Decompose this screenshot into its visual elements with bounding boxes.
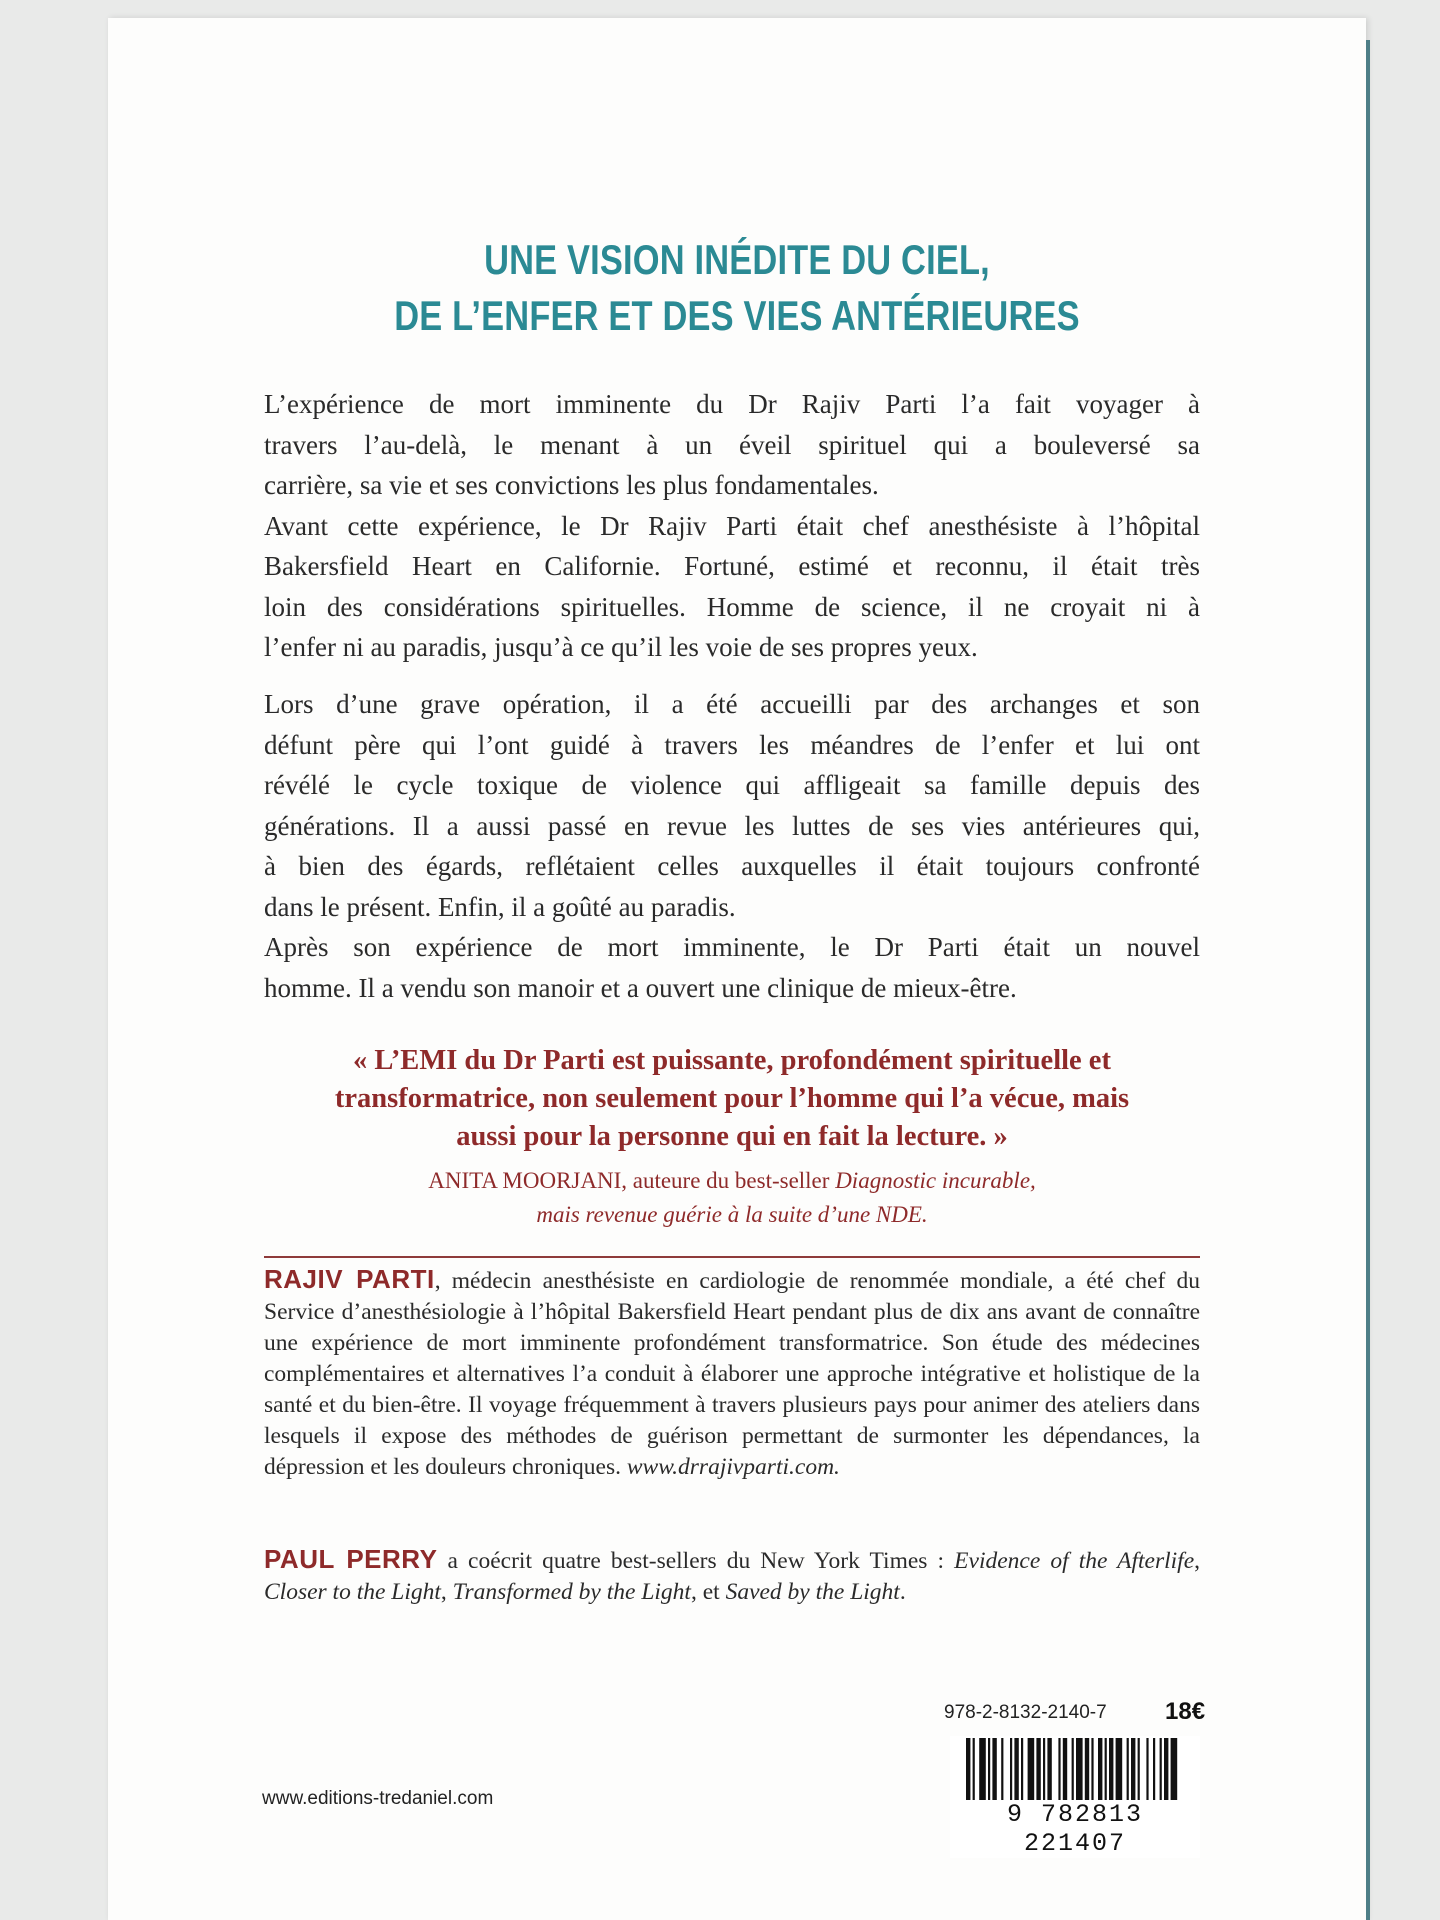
barcode-bar [1010,1738,1012,1802]
text-line: défunt père qui l’ont guidé à travers les méandres de l’enfer et lui ont [264,729,1200,760]
text-line: Bakersfield Heart en Californie. Fortuné, estimé et reconnu, il était très [264,551,1200,581]
cover-spine-edge [1366,40,1370,1920]
quote-text [264,1042,1200,1156]
publisher-website: www.editions-tredaniel.com [262,1788,494,1809]
author-bio-paul-perry [264,1544,1200,1608]
barcode-bar [1098,1738,1102,1802]
text-line: dans le présent. Enfin, il a goûté au paradis. [264,891,736,922]
barcode-bar [1028,1738,1035,1802]
author-name-paul-perry: PAUL PERRY [264,1544,438,1574]
barcode-bar [1171,1738,1178,1802]
separator: , [440,1579,453,1605]
author-bio-rajiv-parti [264,1264,1200,1483]
barcode-bar [1001,1738,1003,1802]
quote-attribution [264,1164,1200,1232]
barcode-bar [973,1738,975,1802]
author-website: www.drrajivparti.com. [626,1454,840,1480]
author-name-rajiv-parti: RAJIV PARTI [264,1264,435,1294]
barcode-bar [1153,1738,1155,1802]
barcode-bar [1021,1738,1023,1802]
barcode-bar [1146,1738,1148,1802]
headline-line-2: DE L’ENFER ET DES VIES ANTÉRIEURES [394,292,1080,339]
bio-text: a coécrit quatre best-sellers du New York Times : [437,1548,955,1574]
barcode-bar [1160,1738,1162,1802]
barcode-bar [1127,1738,1129,1802]
barcode-bar [1047,1738,1051,1802]
barcode-bar [1063,1738,1067,1802]
description-block-1 [264,384,1200,668]
barcode-bar [1085,1738,1089,1802]
barcode-bar [1116,1738,1123,1802]
headline-line-1: UNE VISION INÉDITE DU CIEL, [484,236,990,283]
separator: . [899,1579,906,1605]
book-title: Evidence of the Afterlife [954,1548,1195,1574]
barcode-bar [992,1738,996,1802]
barcode-bar [1109,1738,1113,1802]
bio-text: , médecin anesthésiste en cardiologie de renommée mondiale, a été chef du Service d’anesthésiologie à l’hôpital Bakersfield Heart pendant plus de dix ans avant de connaître une expérience de mort imminente profondément transformatrice. Son étude des médecines complémentaires et alternatives l’a conduit à élaborer une approche intégrative et holistique de la santé et du bien-être. Il voyage fréquemment à travers plusieurs pays pour animer des ateliers dans lesquels il expose des méthodes de guérison permettant de surmonter les dépendances, la dépression et les douleurs chroniques. [264,1268,1200,1480]
separator: , et [690,1579,726,1605]
barcode [950,1736,1200,1858]
isbn-number: 978-2-8132-2140-7 [944,1702,1107,1723]
barcode-bar [1131,1738,1135,1802]
text-line: L’expérience de mort imminente du Dr Rajiv Parti l’a fait voyager à [264,389,1200,419]
book-title: Transformed by the Light [452,1579,691,1605]
testimonial-quote [264,1042,1200,1232]
price-tag: 18€ [1165,1698,1206,1725]
quote-line-3: aussi pour la personne qui en fait la lecture. » [456,1121,1008,1152]
attribution-author: ANITA MOORJANI, auteure du best-seller [428,1168,836,1193]
barcode-bar [1164,1738,1168,1802]
text-line: révélé le cycle toxique de violence qui affligeait sa famille depuis des [264,770,1200,800]
attribution-line-2: mais revenue guérie à la suite d’une NDE. [536,1202,928,1227]
book-title: Saved by the Light [725,1579,900,1605]
barcode-digits: 9 782813 221407 [950,1800,1200,1858]
text-line: Lors d’une grave opération, il a été accueilli par des archanges et son [264,689,1200,719]
barcode-bar [1014,1738,1018,1802]
barcode-bar [1076,1738,1083,1802]
barcode-bar [1036,1738,1040,1802]
attribution-book-title: Diagnostic incurable, [835,1168,1036,1193]
barcode-bar [966,1738,970,1802]
barcode-bar [1043,1738,1045,1802]
barcode-bar [1138,1738,1140,1802]
text-line: Avant cette expérience, le Dr Rajiv Parti était chef anesthésiste à l’hôpital [264,510,1200,541]
barcode-bar [1105,1738,1107,1802]
barcode-bar [1091,1738,1093,1802]
text-line: à bien des égards, reflétaient celles auxquelles il était toujours confronté [264,851,1200,881]
text-line: travers l’au-delà, le menant à un éveil spirituel qui a bouleversé sa [264,429,1200,460]
book-title: Closer to the Light [264,1579,441,1605]
headline [221,232,1253,344]
barcode-bar [1072,1738,1074,1802]
text-line: carrière, sa vie et ses convictions les plus fondamentales. [264,470,879,500]
section-divider [264,1256,1200,1258]
quote-line-1: « L’EMI du Dr Parti est puissante, profondément spirituelle et [353,1045,1111,1076]
text-line: l’enfer ni au paradis, jusqu’à ce qu’il les voie de ses propres yeux. [264,632,978,662]
barcode-bar [988,1738,990,1802]
barcode-bar [979,1738,986,1802]
text-line: loin des considérations spirituelles. Homme de science, il ne croyait ni à [264,591,1200,622]
barcode-bar [1058,1738,1060,1802]
description-block-2 [264,684,1200,1008]
text-line: homme. Il a vendu son manoir et a ouvert une clinique de mieux-être. [264,972,1017,1003]
text-line: Après son expérience de mort imminente, le Dr Parti était un nouvel [264,932,1200,962]
separator: , [1194,1548,1200,1574]
text-line: générations. Il a aussi passé en revue les luttes de ses vies antérieures qui, [264,810,1200,841]
quote-line-2: transformatrice, non seulement pour l’homme qui l’a vécue, mais [334,1083,1130,1114]
